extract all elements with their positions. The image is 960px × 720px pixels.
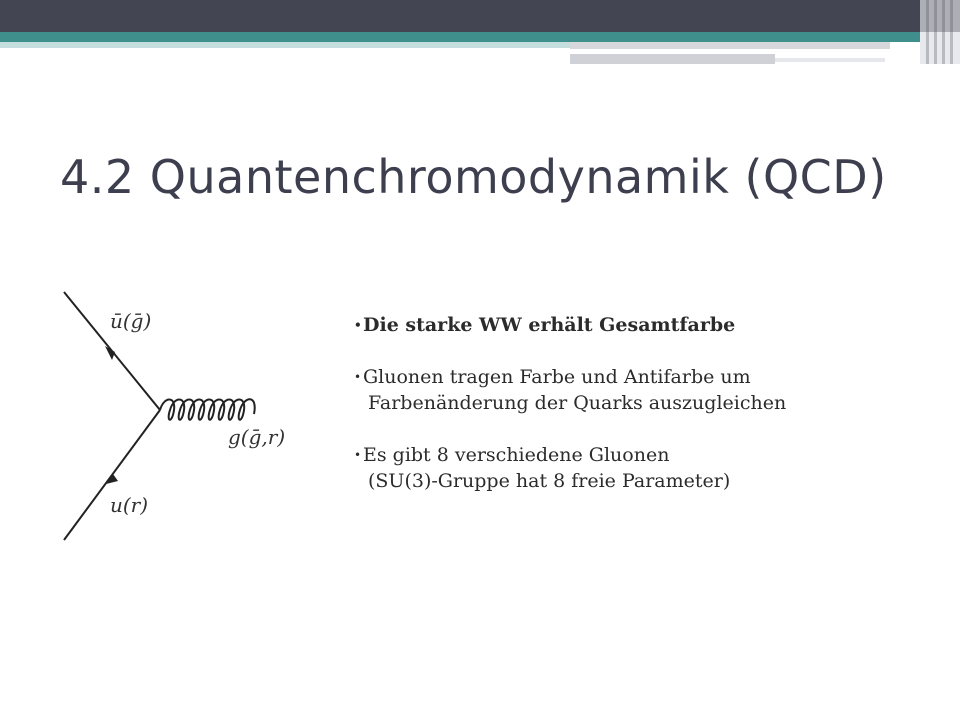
decor-line bbox=[570, 54, 775, 64]
feynman-diagram bbox=[52, 284, 308, 546]
bullet-text: Gluonen tragen Farbe und Antifarbe um bbox=[363, 366, 751, 388]
decor-stripes bbox=[920, 0, 960, 64]
decor-gap bbox=[570, 50, 890, 52]
gluon-coil bbox=[160, 399, 255, 420]
bullet-text: Es gibt 8 verschiedene Gluonen bbox=[363, 444, 670, 466]
bullet-item bbox=[354, 364, 834, 390]
bullet-icon: • bbox=[354, 448, 362, 462]
bullet-text: Die starke WW erhält Gesamtfarbe bbox=[363, 314, 736, 336]
bullet-continuation: Farbenänderung der Quarks auszugleichen bbox=[368, 392, 787, 414]
slide-title: 4.2 Quantenchromodynamik (QCD) bbox=[60, 150, 887, 204]
bullet-icon: • bbox=[354, 370, 362, 384]
accent-band bbox=[0, 32, 920, 42]
arrow-up-icon bbox=[106, 474, 118, 484]
quark-line bbox=[64, 410, 160, 540]
bullet-item bbox=[354, 442, 834, 468]
gluon-label: g(ḡ,r) bbox=[228, 425, 286, 449]
quark-label: u(r) bbox=[110, 493, 149, 517]
header-bar bbox=[0, 0, 960, 32]
bullet-continuation: (SU(3)-Gruppe hat 8 freie Parameter) bbox=[368, 470, 731, 492]
accent-band-light bbox=[0, 42, 570, 48]
bullet-item bbox=[354, 312, 834, 338]
bullet-list bbox=[354, 312, 834, 494]
decor-line bbox=[570, 42, 890, 49]
bullet-icon: • bbox=[354, 318, 362, 332]
antiquark-label: ū(ḡ) bbox=[110, 309, 152, 333]
decor-line bbox=[775, 58, 885, 62]
